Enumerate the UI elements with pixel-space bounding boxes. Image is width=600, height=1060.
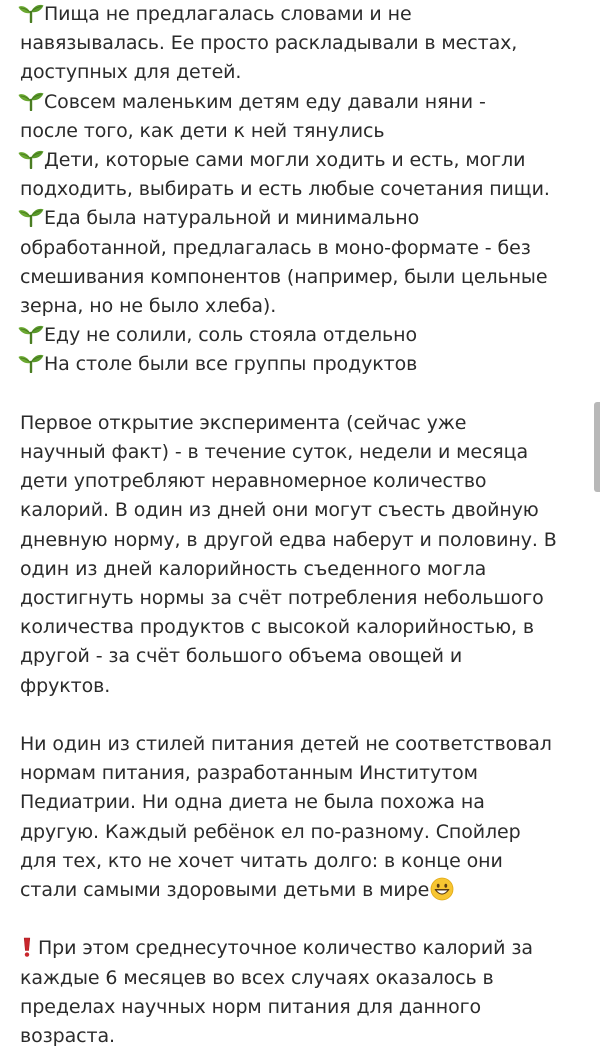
paragraph-line: другой - за счёт большого объема овощей и	[20, 645, 463, 668]
list-item-text: Пища не предлагалась словами и не	[44, 3, 412, 25]
paragraph-line: Педиатрии. Ни одна диета не была похожа на	[20, 791, 485, 814]
paragraph-line: один из дней калорийность съеденного могла	[20, 557, 487, 580]
list-item-text: обработанной, предлагалась в моно-формате - без	[20, 236, 531, 259]
exclamation-icon	[20, 936, 34, 958]
seedling-icon	[18, 149, 44, 169]
list-item	[20, 321, 592, 350]
paragraph-line: При этом среднесуточное количество калорий за	[38, 937, 533, 960]
list-item-text: после того, как дети к ней тянулись	[20, 119, 385, 142]
seedling-icon	[18, 91, 44, 111]
sprout-list	[20, 0, 592, 380]
list-item-text: зерна, но не было хлеба).	[20, 295, 277, 318]
paragraph-line: научный факт) - в течение суток, недели и месяца	[20, 441, 529, 464]
list-item-text: навязывалась. Ее просто раскладывали в местах,	[20, 32, 518, 55]
list-item	[20, 350, 592, 379]
paragraph-line: возраста.	[20, 1025, 115, 1048]
paragraph-line: калорий. В один из дней они могут съесть двойную	[20, 499, 539, 522]
paragraph-gap	[20, 905, 592, 934]
list-item-text: подходить, выбирать и есть любые сочетания пищи.	[20, 178, 550, 201]
list-item	[20, 146, 592, 204]
list-item	[20, 88, 592, 146]
paragraph-line: дневную норму, в другой едва наберут и половину. В	[20, 528, 557, 551]
post-body	[20, 0, 592, 1051]
paragraph-line: нормам питания, разработанным Институтом	[20, 762, 478, 785]
seedling-icon	[18, 324, 44, 344]
paragraph-line: Ни один из стилей питания детей не соответствовал	[20, 733, 552, 756]
paragraph-calorie-norms	[20, 934, 592, 1051]
list-item-text: Дети, которые сами могли ходить и есть, могли	[44, 149, 526, 172]
paragraph-line: пределах научных норм питания для данного	[20, 995, 482, 1018]
list-item-text: На столе были все группы продуктов	[44, 353, 418, 376]
paragraph-line: стали самыми здоровыми детьми в мире	[20, 879, 430, 902]
paragraph-line: фруктов.	[20, 674, 111, 697]
list-item-text: Еду не солили, соль стояла отдельно	[44, 324, 417, 347]
list-item	[20, 0, 592, 88]
seedling-icon	[18, 3, 44, 23]
list-item-text: Совсем маленьким детям еду давали няни -	[44, 90, 486, 113]
paragraph-line: Первое открытие эксперимента (сейчас уже	[20, 411, 467, 434]
paragraph-line: достигнуть нормы за счёт потребления небольшого	[20, 587, 544, 610]
list-item-text: доступных для детей.	[20, 61, 242, 84]
seedling-icon	[18, 353, 44, 373]
paragraph-line: каждые 6 месяцев во всех случаях оказалось в	[20, 966, 494, 989]
paragraph-gap	[20, 380, 592, 409]
paragraph-line: другую. Каждый ребёнок ел по-разному. Спойлер	[20, 820, 521, 843]
paragraph-line: количества продуктов с высокой калорийностью, в	[20, 616, 535, 639]
paragraph-diet-styles	[20, 730, 592, 905]
list-item-text: Еда была натуральной и минимально	[44, 207, 420, 230]
seedling-icon	[18, 207, 44, 227]
paragraph-first-discovery	[20, 409, 592, 701]
paragraph-line: дети употребляют неравномерное количество	[20, 470, 487, 493]
paragraph-line: для тех, кто не хочет читать долго: в конце они	[20, 849, 503, 872]
grinning-face-icon	[430, 877, 454, 901]
list-item	[20, 204, 592, 321]
scrollbar-thumb[interactable]	[594, 402, 600, 492]
paragraph-gap	[20, 701, 592, 730]
list-item-text: смешивания компонентов (например, были цельные	[20, 265, 548, 288]
